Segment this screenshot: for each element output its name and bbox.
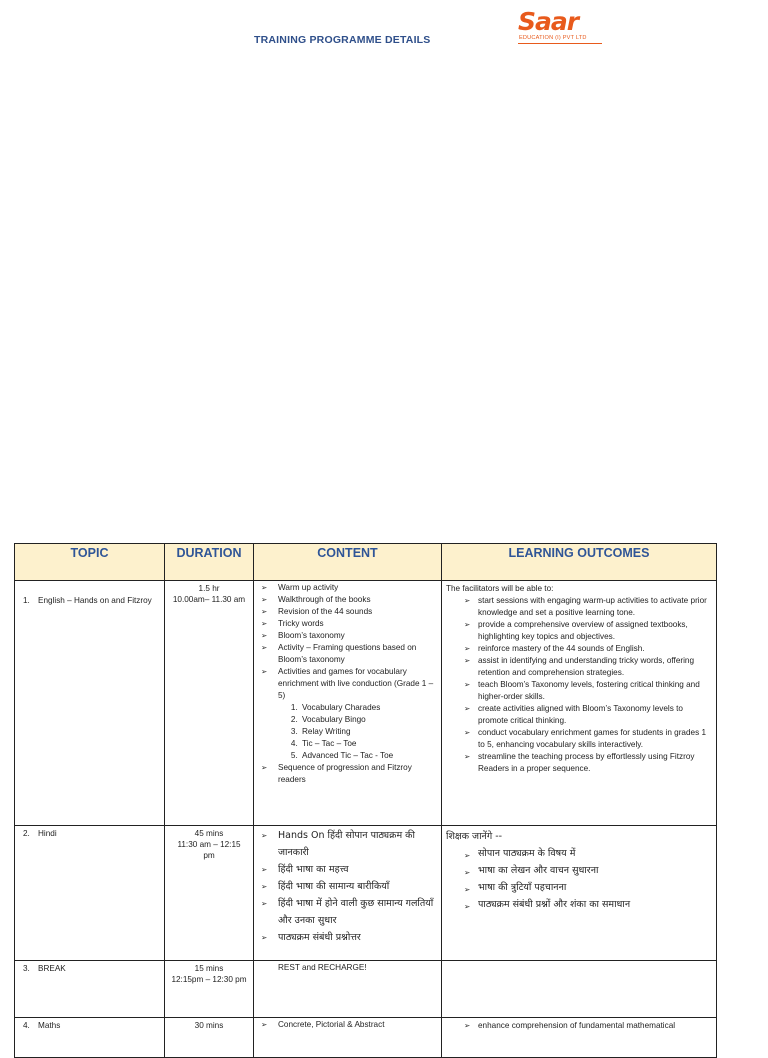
sublist-item: 2. Vocabulary Bingo <box>300 714 437 726</box>
content-item-with-sublist <box>258 666 437 762</box>
content-item: ➢ हिंदी भाषा में होने वाली कुछ सामान्य गलतियाँ और उनका सुधार <box>258 895 437 929</box>
content-item: ➢ Activity – Framing questions based on Bloom’s taxonomy <box>258 642 437 666</box>
content-cell <box>254 581 442 826</box>
logo-wordmark: Saar <box>518 7 579 36</box>
outcome-item: ➢ enhance comprehension of fundamental mathematical <box>446 1020 710 1032</box>
training-table <box>14 543 717 1058</box>
topic-number: 4. <box>23 1021 30 1030</box>
content-item: ➢ Revision of the 44 sounds <box>258 606 437 618</box>
sublist-item: 5. Advanced Tic – Tac - Toe <box>300 750 437 762</box>
content-item: ➢ Walkthrough of the books <box>258 594 437 606</box>
topic-name: English – Hands on and Fitzroy <box>38 596 152 605</box>
outcome-item: ➢ पाठ्यक्रम संबंधी प्रश्नों और शंका का समाधान <box>446 896 710 913</box>
topic-cell <box>15 581 165 826</box>
duration-length: 1.5 hr <box>198 584 220 593</box>
header-content: CONTENT <box>254 544 442 581</box>
outcome-item: ➢ create activities aligned with Bloom’s Taxonomy levels to promote critical thinking. <box>446 703 710 727</box>
topic-cell <box>15 961 165 1018</box>
duration-time: 10.00am– 11.30 am <box>172 595 246 604</box>
duration-length: 30 mins <box>194 1021 224 1030</box>
content-item: ➢ Bloom’s taxonomy <box>258 630 437 642</box>
table-row <box>15 961 717 1018</box>
game-sublist <box>278 702 437 762</box>
topic-name: Maths <box>38 1021 61 1030</box>
content-item: ➢ Warm up activity <box>258 582 437 594</box>
outcome-intro: The facilitators will be able to: <box>446 584 554 593</box>
outcome-cell <box>442 581 717 826</box>
content-cell <box>254 961 442 1018</box>
content-item: ➢ Tricky words <box>258 618 437 630</box>
topic-name: Hindi <box>38 829 57 838</box>
logo-subtitle: EDUCATION (I) PVT LTD <box>519 35 587 41</box>
sublist-item: 4. Tic – Tac – Toe <box>300 738 437 750</box>
break-content-text: REST and RECHARGE! <box>278 963 367 972</box>
header-duration: DURATION <box>165 544 254 581</box>
saar-logo <box>518 7 608 48</box>
duration-length: 45 mins <box>194 829 224 838</box>
outcome-item: ➢ teach Bloom’s Taxonomy levels, fostering critical thinking and higher-order skills. <box>446 679 710 703</box>
duration-time: 12:15pm – 12:30 pm <box>171 975 247 984</box>
outcome-item: ➢ सोपान पाठ्यक्रम के विषय में <box>446 845 710 862</box>
outcome-item: ➢ conduct vocabulary enrichment games for students in grades 1 to 5, enhancing vocabulary skills interactively. <box>446 727 710 751</box>
content-item: ➢ हिंदी भाषा का महत्त्व <box>258 861 437 878</box>
content-cell <box>254 826 442 961</box>
duration-cell <box>165 826 254 961</box>
outcome-cell <box>442 826 717 961</box>
content-item: ➢ Hands On हिंदी सोपान पाठ्यक्रम की जानकारी <box>258 827 437 861</box>
content-item: ➢ Sequence of progression and Fitzroy readers <box>258 762 437 786</box>
topic-number: 3. <box>23 964 30 973</box>
outcome-item: ➢ provide a comprehensive overview of assigned textbooks, highlighting key topics and objectives. <box>446 619 710 643</box>
duration-time: 11:30 am – 12:15 pm <box>177 840 241 860</box>
duration-cell <box>165 581 254 826</box>
outcome-intro: शिक्षक जानेंगे -- <box>446 831 503 842</box>
topic-name: BREAK <box>38 964 66 973</box>
logo-underline <box>518 43 602 44</box>
sublist-item: 3. Relay Writing <box>300 726 437 738</box>
outcome-item: ➢ start sessions with engaging warm-up activities to activate prior knowledge and set a positive learning tone. <box>446 595 710 619</box>
outcome-item: ➢ assist in identifying and understanding tricky words, offering retention and comprehension strategies. <box>446 655 710 679</box>
duration-length: 15 mins <box>194 964 224 973</box>
header-topic: TOPIC <box>15 544 165 581</box>
outcome-item: ➢ streamline the teaching process by effortlessly using Fitzroy Readers in a proper sequence. <box>446 751 710 775</box>
outcome-item: ➢ भाषा की त्रुटियाँ पहचानना <box>446 879 710 896</box>
document-title: TRAINING PROGRAMME DETAILS <box>254 34 431 46</box>
topic-cell <box>15 826 165 961</box>
content-item: ➢ पाठ्यक्रम संबंधी प्रश्नोत्तर <box>258 929 437 946</box>
table-row <box>15 826 717 961</box>
sublist-item: 1. Vocabulary Charades <box>300 702 437 714</box>
table-row <box>15 581 717 826</box>
content-item-text: Activities and games for vocabulary enrichment with live conduction (Grade 1 – 5) <box>278 667 434 700</box>
content-item: ➢ हिंदी भाषा की सामान्य बारीकियाँ <box>258 878 437 895</box>
topic-number: 2. <box>23 829 30 838</box>
outcome-cell <box>442 961 717 1018</box>
content-item: ➢ Concrete, Pictorial & Abstract <box>258 1019 437 1031</box>
table-header-row <box>15 544 717 581</box>
outcome-item: ➢ reinforce mastery of the 44 sounds of English. <box>446 643 710 655</box>
topic-number: 1. <box>23 596 30 605</box>
header-learning-outcomes: LEARNING OUTCOMES <box>442 544 717 581</box>
duration-cell <box>165 961 254 1018</box>
outcome-item: ➢ भाषा का लेखन और वाचन सुधारना <box>446 862 710 879</box>
